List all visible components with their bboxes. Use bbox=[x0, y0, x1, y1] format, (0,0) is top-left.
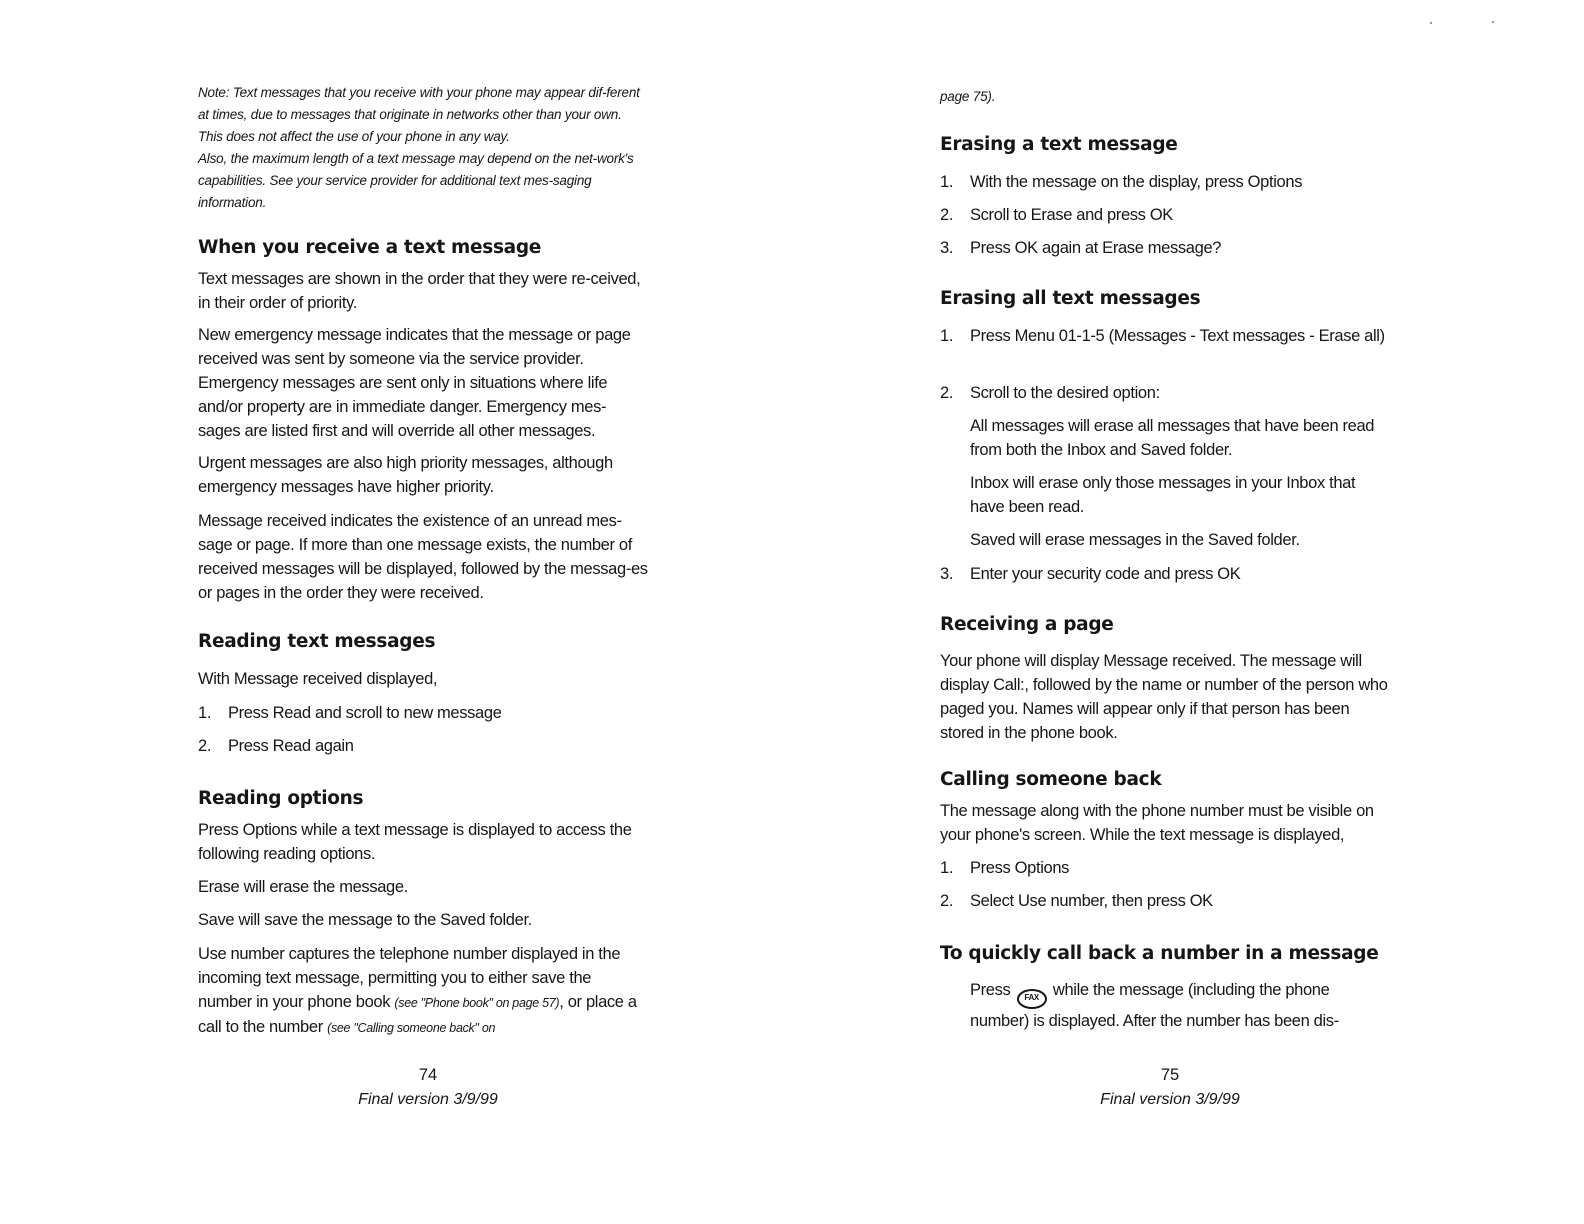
heading-receiving-a-page: Receiving a page bbox=[940, 614, 1114, 635]
version-footer: Final version 3/9/99 bbox=[1100, 1091, 1240, 1108]
calling-back-reference: (see "Calling someone back" on bbox=[327, 1021, 496, 1035]
receive-paragraph-2: New emergency message indicates that the message or page received was sent by someone via the service provider. Emergency messages are sent only in situations where life and/or property are in immediate danger. Emergency mes-sages are listed first and will override all other messages. bbox=[198, 326, 631, 440]
list-number: 2. bbox=[198, 737, 212, 755]
list-number: 3. bbox=[940, 565, 954, 583]
list-text: Press Read again bbox=[228, 737, 354, 755]
note-paragraph-2: Also, the maximum length of a text message may depend on the net-work's capabilities. See your service provider for additional text mes-saging information. bbox=[198, 151, 634, 210]
list-item bbox=[940, 856, 1390, 880]
quick-call-text-after: while the message (including the phone number) is displayed. After the number has been dis- bbox=[970, 981, 1339, 1030]
list-item bbox=[940, 203, 1390, 227]
list-number: 1. bbox=[940, 173, 954, 191]
list-item bbox=[940, 381, 1390, 405]
scan-speck bbox=[1430, 22, 1432, 24]
list-text: Scroll to the desired option: bbox=[970, 384, 1160, 402]
list-text: Press Options bbox=[970, 859, 1070, 877]
list-number: 1. bbox=[940, 327, 954, 345]
continuation-text: page 75). bbox=[940, 89, 996, 104]
list-item bbox=[940, 236, 1390, 260]
page-number: 74 bbox=[418, 1066, 438, 1084]
page-number: 75 bbox=[1160, 1066, 1180, 1084]
erase-option-inbox: Inbox will erase only those messages in your Inbox that have been read. bbox=[970, 474, 1356, 516]
options-paragraph-1: Press Options while a text message is displayed to access the following reading options. bbox=[198, 821, 632, 863]
list-number: 1. bbox=[940, 859, 954, 877]
list-text: Press Read and scroll to new message bbox=[228, 704, 502, 722]
receive-paragraph-4: Message received indicates the existence of an unread mes-sage or page. If more than one message exists, the number of received messages will be displayed, followed by the messag-es or pages in the order they were received. bbox=[198, 512, 648, 602]
erase-option-saved: Saved will erase messages in the Saved folder. bbox=[970, 531, 1300, 549]
list-text: Enter your security code and press OK bbox=[970, 565, 1241, 583]
heading-reading-text-messages: Reading text messages bbox=[198, 631, 436, 652]
list-item bbox=[940, 324, 1390, 348]
use-number-text-mid: , or place a call to the number bbox=[198, 993, 637, 1036]
options-paragraph-4 bbox=[198, 942, 648, 1040]
list-number: 2. bbox=[940, 206, 954, 224]
list-text: With the message on the display, press Options bbox=[970, 173, 1303, 191]
list-item bbox=[940, 562, 1390, 586]
list-number: 2. bbox=[940, 384, 954, 402]
list-item bbox=[940, 170, 1390, 194]
heading-reading-options: Reading options bbox=[198, 788, 364, 809]
receiving-page-paragraph: Your phone will display Message received. The message will display Call:, followed by the name or number of the person who paged you. Names will appear only if that person has been stored in the phone book. bbox=[940, 652, 1388, 742]
list-text: Press Menu 01-1-5 (Messages - Text messages - Erase all) bbox=[970, 327, 1385, 345]
receive-paragraph-3: Urgent messages are also high priority messages, although emergency messages have higher priority. bbox=[198, 454, 613, 496]
scan-speck bbox=[1492, 21, 1494, 23]
options-paragraph-2: Erase will erase the message. bbox=[198, 878, 408, 896]
list-text: Scroll to Erase and press OK bbox=[970, 206, 1173, 224]
list-number: 1. bbox=[198, 704, 212, 722]
version-footer: Final version 3/9/99 bbox=[358, 1091, 498, 1108]
list-number: 3. bbox=[940, 239, 954, 257]
list-number: 2. bbox=[940, 892, 954, 910]
calling-back-paragraph: The message along with the phone number must be visible on your phone's screen. While the text message is displayed, bbox=[940, 802, 1374, 844]
reading-intro: With Message received displayed, bbox=[198, 670, 438, 688]
heading-erasing-text-message: Erasing a text message bbox=[940, 134, 1178, 155]
phone-book-reference: (see "Phone book" on page 57) bbox=[394, 996, 560, 1010]
heading-erasing-all-text-messages: Erasing all text messages bbox=[940, 288, 1201, 309]
use-number-text: Use number captures the telephone number displayed in the incoming text message, permitting you to either save the number in your phone book bbox=[198, 945, 621, 1011]
list-text: Press OK again at Erase message? bbox=[970, 239, 1222, 257]
list-item bbox=[940, 889, 1390, 913]
list-item bbox=[198, 734, 648, 758]
options-paragraph-3: Save will save the message to the Saved folder. bbox=[198, 911, 532, 929]
receive-paragraph-1: Text messages are shown in the order that they were re-ceived, in their order of priority. bbox=[198, 270, 641, 312]
fax-key-icon: FAX bbox=[1017, 989, 1047, 1009]
list-text: Select Use number, then press OK bbox=[970, 892, 1213, 910]
quick-call-text-before: Press bbox=[970, 981, 1011, 999]
heading-calling-someone-back: Calling someone back bbox=[940, 769, 1162, 790]
note-paragraph-1: Note: Text messages that you receive with your phone may appear dif-ferent at times, due to messages that originate in networks other than your own. This does not affect the use of your phone in any way. bbox=[198, 85, 640, 144]
heading-quick-call-back: To quickly call back a number in a message bbox=[940, 943, 1379, 964]
heading-receive-text-message: When you receive a text message bbox=[198, 237, 542, 258]
erase-option-all-messages: All messages will erase all messages that have been read from both the Inbox and Saved folder. bbox=[970, 417, 1375, 459]
quick-call-paragraph bbox=[970, 978, 1390, 1033]
list-item bbox=[198, 701, 648, 725]
